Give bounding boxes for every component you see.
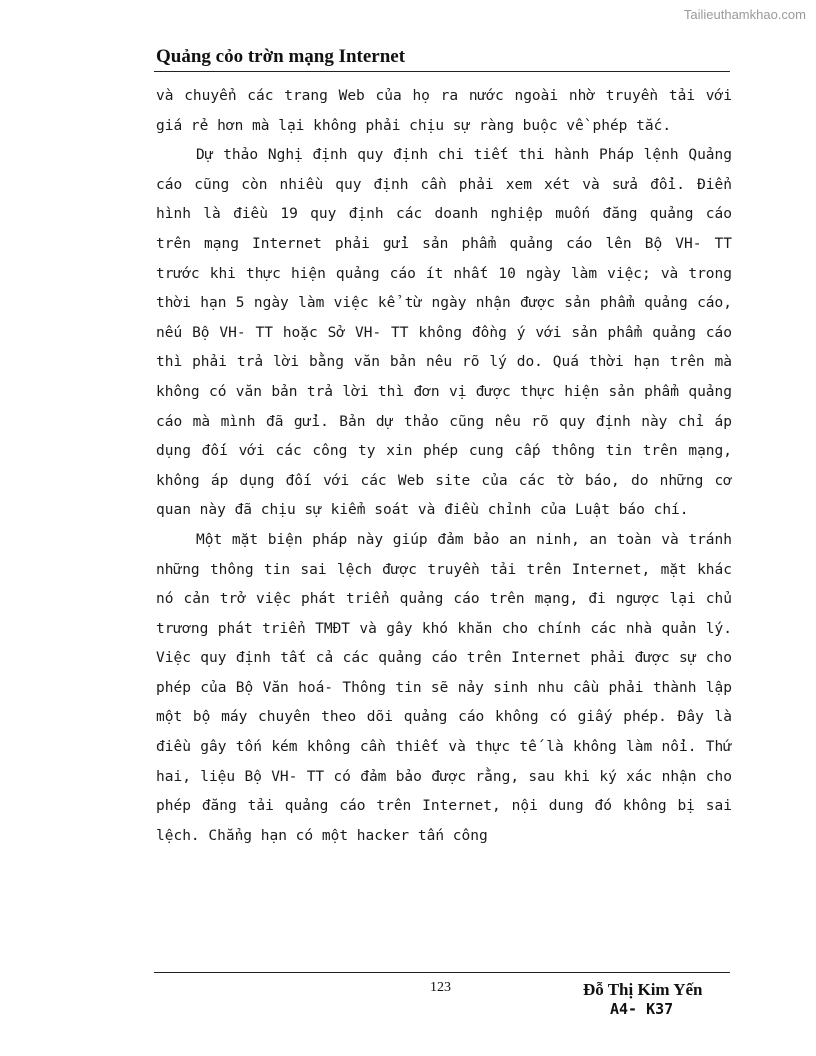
class-code: A4- K37 — [610, 1000, 674, 1018]
watermark-text: Tailieuthamkhao.com — [683, 7, 806, 22]
document-body — [156, 82, 732, 851]
page-header-title: Quảng cỏo trờn mạng Internet — [156, 46, 406, 67]
author-name: Đỗ Thị Kim Yến — [583, 980, 703, 999]
paragraph-continuation: và chuyển các trang Web của họ ra nước ngoài nhờ truyền tải với giá rẻ hơn mà lại không phải chịu sự ràng buộc về phép tắc. — [156, 88, 732, 134]
paragraph-draft-decree: Dự thảo Nghị định quy định chi tiết thi hành Pháp lệnh Quảng cáo cũng còn nhiều quy định cần phải xem xét và sửa đổi. Điển hình là điều 19 quy định các doanh nghiệp muốn đăng quảng cáo trên mạng Internet phải gửi sản phẩm quảng cáo lên Bộ VH- TT trước khi thực hiện quảng cáo ít nhất 10 ngày làm việc; và trong thời hạn 5 ngày làm việc kể từ ngày nhận được sản phẩm quảng cáo, nếu Bộ VH- TT hoặc Sở VH- TT không đồng ý với sản phẩm quảng cáo thì phải trả lời bằng văn bản nêu rõ lý do. Quá thời hạn trên mà không có văn bản trả lời thì đơn vị được thực hiện sản phẩm quảng cáo mà mình đã gửi. Bản dự thảo cũng nêu rõ quy định này chỉ áp dụng đối với các công ty xin phép cung cấp thông tin trên mạng, không áp dụng đối với các Web site của các tờ báo, do những cơ quan này đã chịu sự kiểm soát và điều chỉnh của Luật báo chí. — [156, 147, 732, 519]
page-number: 123 — [430, 980, 451, 995]
footer-divider — [154, 972, 730, 973]
header-divider — [154, 71, 730, 72]
paragraph-measures: Một mặt biện pháp này giúp đảm bảo an ninh, an toàn và tránh những thông tin sai lệch được truyền tải trên Internet, mặt khác nó cản trở việc phát triển quảng cáo trên mạng, đi ngược lại chủ trương phát triển TMĐT và gây khó khăn cho chính các nhà quản lý. Việc quy định tất cả các quảng cáo trên Internet phải được sự cho phép của Bộ Văn hoá- Thông tin sẽ nảy sinh nhu cầu phải thành lập một bộ máy chuyên theo dõi quảng cáo không có giấy phép. Đây là điều gây tốn kém không cần thiết và thực tế là không làm nổi. Thứ hai, liệu Bộ VH- TT có đảm bảo được rằng, sau khi ký xác nhận cho phép đăng tải quảng cáo trên Internet, nội dung đó không bị sai lệch. Chẳng hạn có một hacker tấn công — [156, 531, 732, 844]
